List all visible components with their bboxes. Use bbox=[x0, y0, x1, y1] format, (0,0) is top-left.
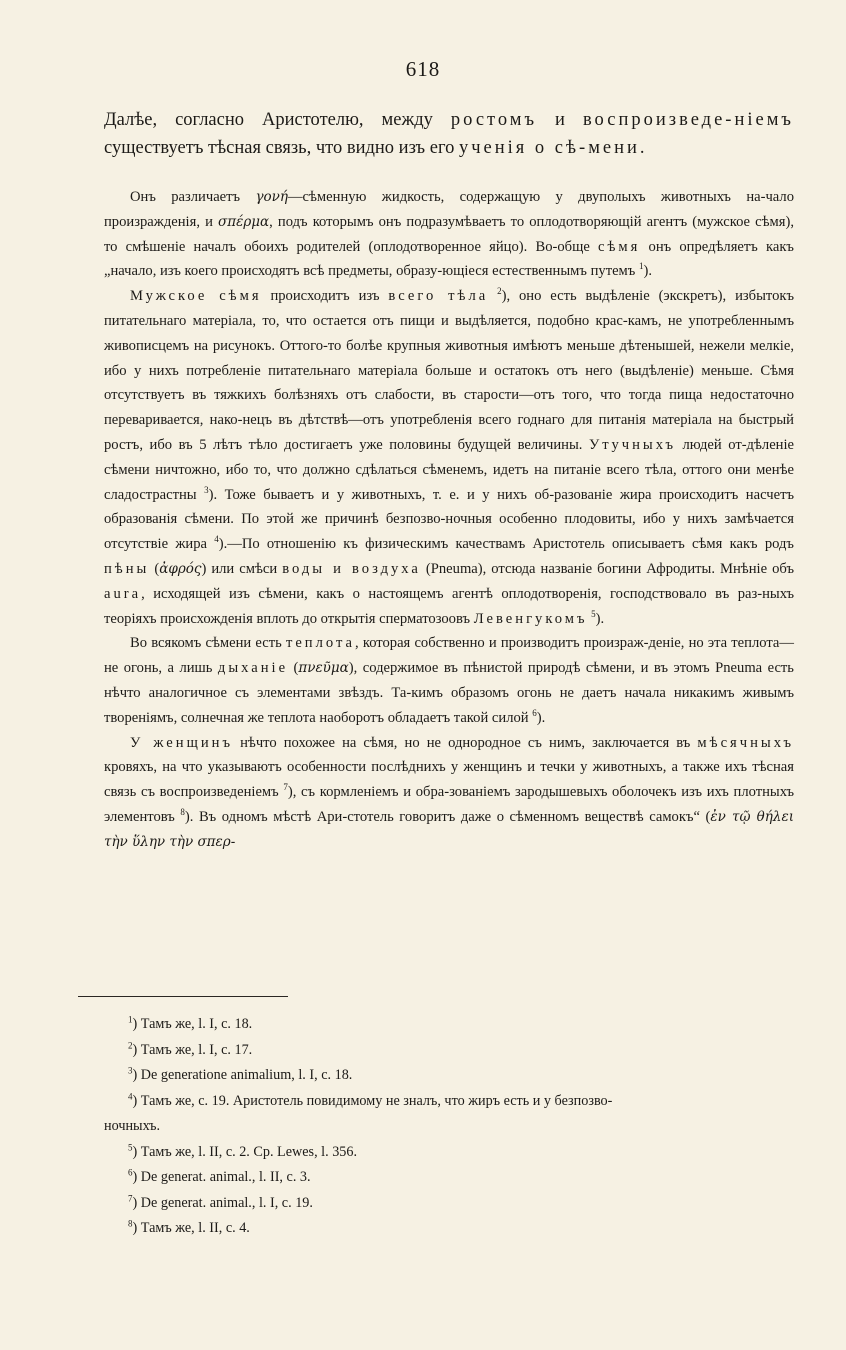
paragraph-male-seed bbox=[104, 284, 794, 631]
footnote-number: 7 bbox=[128, 1192, 133, 1203]
footnote bbox=[104, 1063, 794, 1089]
footnote-text: ) Тамъ же, с. 19. Аристотель повидимому не зналъ, что жиръ есть и у безпозво- bbox=[132, 1092, 613, 1109]
text-run: ). Тоже бываетъ и у животныхъ, т. е. и у нихъ об-разованіе жира происходитъ насчетъ образованія сѣмени. По этой же причинѣ безпозво-ночныя особенно плодовиты, ибо у нихъ замѣчается отсутствіе жира bbox=[104, 486, 794, 553]
text-run: ), съ кормленіемъ и обра-зованіемъ зародышевыхъ оболочекъ изъ ихъ плотныхъ элементовъ bbox=[104, 784, 794, 825]
lead-text: и bbox=[537, 110, 583, 130]
spaced-term: ученія о сѣ-мени bbox=[458, 138, 640, 158]
footnote-number: 6 bbox=[128, 1167, 133, 1178]
text-run: , которая собственно и производитъ произраж-деніе, но эта теплота—не огонь, а лишь bbox=[104, 635, 794, 677]
text-run: кровяхъ, на что указываютъ особенности послѣднихъ у женщинъ и течки у животныхъ, а также ихъ тѣсная связь съ воспроизведеніемъ bbox=[104, 759, 794, 801]
text-run: ). bbox=[643, 263, 653, 280]
text-run: ). Въ одномъ мѣстѣ Ари-стотель говоритъ даже о сѣменномъ веществѣ самокъ“ ( bbox=[184, 808, 711, 825]
text-run: ).—По отношенію къ физическимъ качествамъ Аристотель описываетъ сѣмя какъ родъ bbox=[218, 536, 794, 553]
footnote-continuation: ночныхъ. bbox=[104, 1118, 161, 1134]
text-run: ). bbox=[595, 610, 605, 627]
text-run: онъ опредѣляетъ какъ „начало, изъ коего происходятъ всѣ предметы, образу-ющіеся естественнымъ путемъ bbox=[104, 238, 794, 280]
footnotes bbox=[104, 1012, 794, 1242]
footnote-ref[interactable]: 4 bbox=[214, 534, 219, 545]
text-run: Онъ различаетъ bbox=[130, 189, 256, 205]
text-run: ( bbox=[149, 560, 160, 577]
lead-text: . bbox=[639, 138, 645, 158]
spaced-term: сѣмя bbox=[598, 238, 641, 255]
footnote-ref[interactable]: 8 bbox=[180, 807, 185, 818]
footnote-text: ) De generat. animal., l. I, c. 19. bbox=[132, 1194, 313, 1211]
text-run: (Pneuma), отсюда названіе богини Афродиты. Мнѣніе объ bbox=[420, 560, 794, 577]
spaced-term: мѣсячныхъ bbox=[697, 734, 794, 751]
greek-term: γονή bbox=[255, 189, 288, 205]
spaced-term: пѣны bbox=[104, 560, 150, 577]
footnote-number: 2 bbox=[128, 1039, 133, 1050]
text-run: —сѣменную жидкость, содержащую у двуполыхъ животныхъ на-чало произражденія, и bbox=[104, 189, 794, 230]
lead-text: существуетъ тѣсная связь, что видно изъ его bbox=[104, 138, 459, 158]
footnote-text: ) Тамъ же, l. I, c. 18. bbox=[132, 1016, 253, 1032]
footnote-ref[interactable]: 2 bbox=[497, 286, 502, 297]
footnote-text: ) Тамъ же, l. I, c. 17. bbox=[132, 1041, 253, 1058]
text-run: ), содержимое въ пѣнистой природѣ сѣмени, и въ этомъ Pneuma есть нѣчто аналогичное съ элементами звѣздъ. Та-кимъ образомъ огонь не даетъ начала никакимъ живымъ твореніямъ, солнечная же теплота наоборотъ обладаетъ такой силой bbox=[104, 660, 794, 726]
spaced-term: воды и воздуха bbox=[282, 560, 421, 577]
footnote bbox=[104, 1165, 794, 1191]
footnote-ref[interactable]: 1 bbox=[639, 261, 644, 272]
footnote-text: ) Тамъ же, l. II, c. 4. bbox=[132, 1220, 250, 1236]
footnote-number: 8 bbox=[128, 1218, 133, 1229]
text-run: ). bbox=[536, 709, 546, 726]
spaced-term: ростомъ bbox=[450, 110, 538, 130]
page-number: 618 bbox=[405, 57, 441, 81]
paragraph-gone bbox=[104, 185, 794, 284]
text-run: ) или смѣси bbox=[201, 560, 283, 577]
paragraph-women bbox=[104, 731, 794, 855]
text-run: ( bbox=[288, 660, 299, 677]
footnote-ref[interactable]: 6 bbox=[532, 707, 537, 718]
greek-term: ἀφρός bbox=[159, 560, 202, 577]
footnote-number: 3 bbox=[128, 1065, 133, 1076]
footnote-number: 5 bbox=[128, 1141, 133, 1152]
greek-term: σπέρμα bbox=[218, 213, 270, 230]
text-run: Во всякомъ сѣмени есть bbox=[130, 635, 286, 652]
greek-term: πνεῦμα bbox=[298, 660, 349, 677]
spaced-term: aura bbox=[104, 585, 142, 602]
lead-text: Далѣе, согласно Аристотелю, между bbox=[104, 110, 451, 130]
spaced-term: дыханіе bbox=[217, 660, 289, 677]
spaced-term: воспроизведе-ніемъ bbox=[582, 110, 794, 130]
paragraph-warmth bbox=[104, 631, 794, 730]
footnote bbox=[104, 1191, 794, 1217]
footnote-number: 4 bbox=[128, 1090, 133, 1101]
text-run: ), оно есть выдѣленіе (экскретъ), избытокъ питательнаго матеріала, то, что остается отъ пищи и выдѣляется, подобно крас-камъ, не употребленнымъ живописцемъ на рисунокъ. Оттого-то болѣе крупныя животныя имѣютъ меньше дѣтенышей, нежели мелкіе, ибо у нихъ потребленіе питательнаго матеріала больше и остатокъ отъ него (выдѣленіе) меньше. Сѣмя отсутствуетъ въ тяжкихъ болѣзняхъ отъ слабости, въ старости—отъ того, что тогда пища недостаточно переваривается, нако-нецъ въ дѣтствѣ—отъ употребленія всего годнаго для питанія матеріала на быстрый ростъ, ибо въ 5 лѣтъ тѣло достигаетъ уже половины будущей величины. bbox=[104, 288, 795, 453]
footnote bbox=[104, 1216, 794, 1242]
footnote-ref[interactable]: 7 bbox=[283, 782, 288, 793]
spaced-term: Мужское сѣмя bbox=[130, 288, 262, 305]
footnote-divider bbox=[78, 996, 288, 997]
footnote-text: ) De generat. animal., l. II, c. 3. bbox=[132, 1169, 311, 1185]
lead-paragraph bbox=[104, 106, 794, 162]
text-run: нѣчто похожее на сѣмя, но не однородное съ нимъ, заключается въ bbox=[233, 734, 698, 751]
footnote bbox=[104, 1038, 794, 1064]
text-run: людей от-дѣленіе сѣмени ничтожно, ибо то, что должно сдѣлаться сѣменемъ, идетъ на питаніе всего тѣла, оттого они менѣе сладострастны bbox=[104, 436, 795, 503]
text-run: , подъ которымъ онъ подразумѣваетъ то оплодотворяющій агентъ (мужское сѣмя), то смѣшеніе началъ обоихъ родителей (оплодотворенное яйцо). Во-обще bbox=[104, 213, 794, 255]
footnote-ref[interactable]: 3 bbox=[204, 484, 209, 495]
spaced-term: всего тѣла bbox=[388, 288, 489, 305]
spaced-term: У женщинъ bbox=[130, 734, 233, 751]
footnote-number: 1 bbox=[128, 1014, 133, 1025]
footnote-ref[interactable]: 5 bbox=[591, 608, 596, 619]
spaced-term: теплота bbox=[285, 635, 356, 652]
footnote bbox=[104, 1012, 794, 1038]
footnote-text: ) De generatione animalium, l. I, c. 18. bbox=[132, 1067, 353, 1083]
greek-term: ἐν τῷ θήλει τὴν ὕλην τὴν σπερ- bbox=[104, 808, 794, 850]
text-run: происходитъ изъ bbox=[261, 288, 389, 305]
text-run bbox=[488, 288, 497, 304]
footnote bbox=[104, 1140, 794, 1166]
footnote bbox=[104, 1089, 794, 1140]
footnote-text: ) Тамъ же, l. II, c. 2. Cp. Lewes, l. 356. bbox=[132, 1143, 358, 1160]
spaced-term: Левенгукомъ bbox=[473, 610, 588, 627]
spaced-term: Утучныхъ bbox=[588, 436, 676, 453]
text-run: , исходящей изъ сѣмени, какъ о настоящемъ агентѣ оплодотворенія, господствовало въ раз-ныхъ теоріяхъ происхожденія вплоть до открытія сперматозоовъ bbox=[104, 585, 794, 627]
body-text bbox=[104, 185, 794, 855]
